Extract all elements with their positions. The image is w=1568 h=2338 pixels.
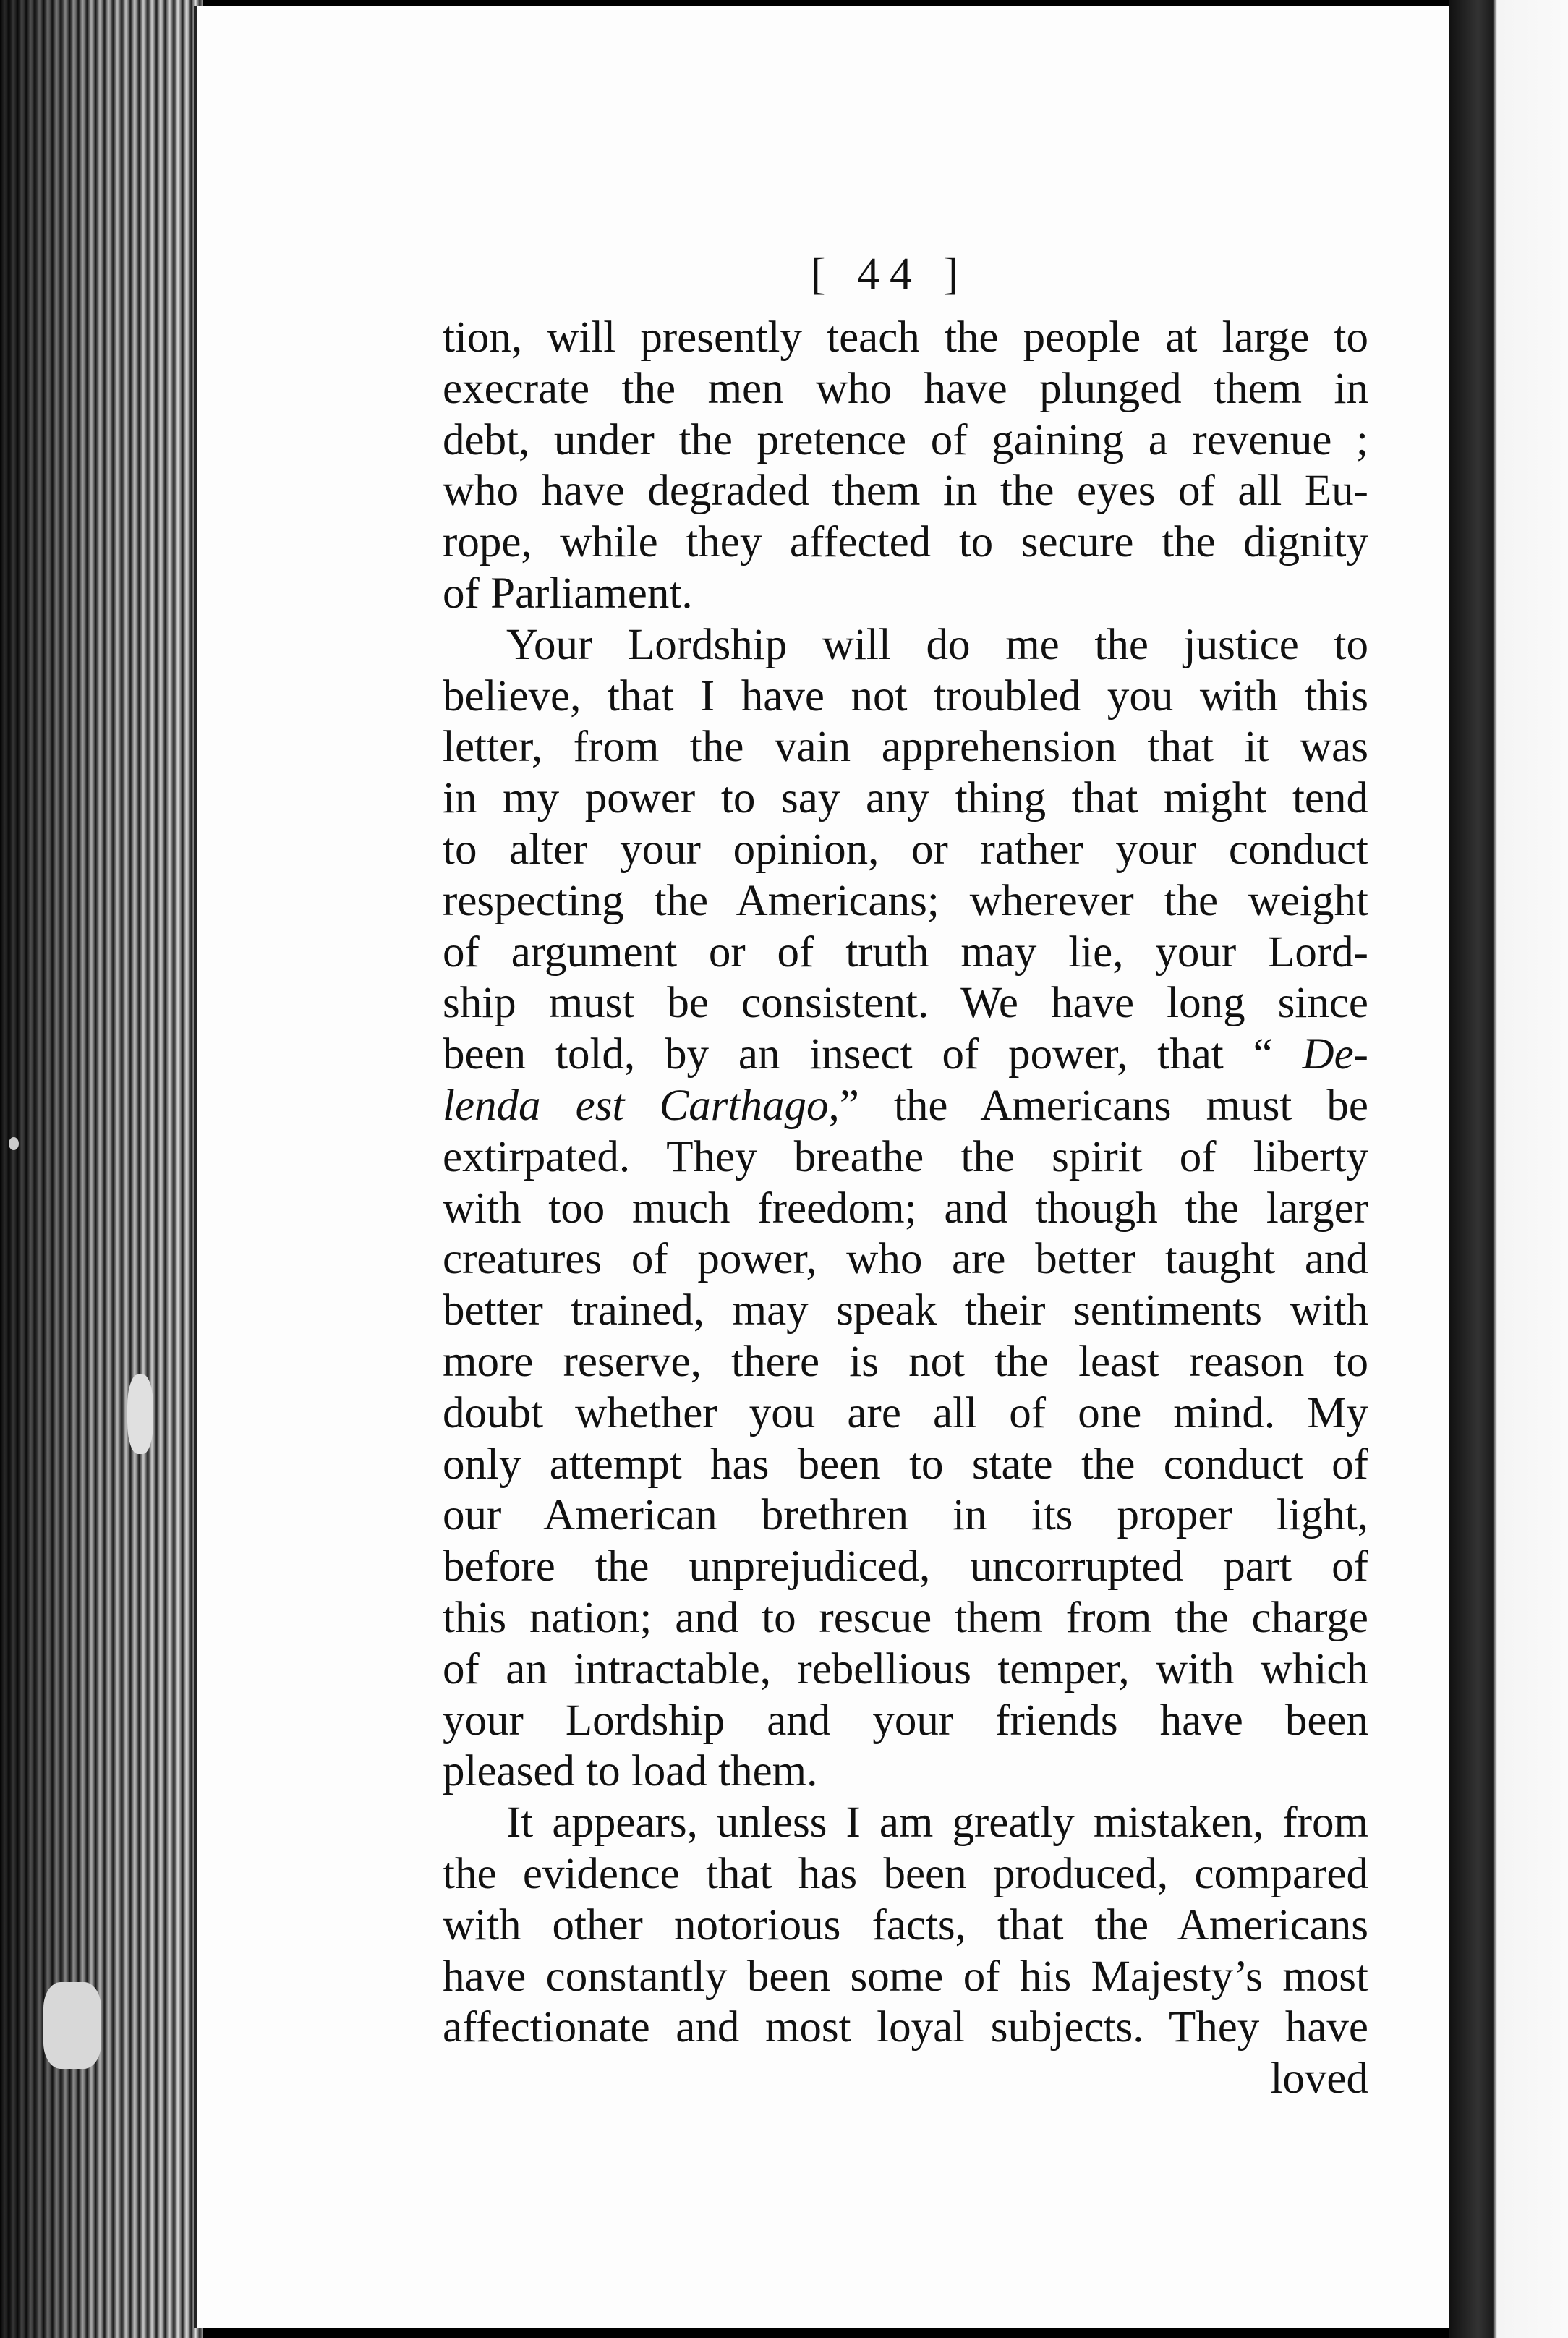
speck (43, 1982, 101, 2069)
text-line: more reserve, there is not the least reason to (443, 1337, 1368, 1386)
text-line: rope, while they affected to secure the dignity (443, 518, 1368, 567)
page-number: [ 44 ] (810, 250, 969, 299)
speck (9, 1137, 19, 1150)
text-line: the evidence that has been produced, compared (443, 1849, 1368, 1898)
text-line: better trained, may speak their sentiments with (443, 1286, 1368, 1335)
text-line: letter, from the vain apprehension that it was (443, 723, 1368, 772)
text-line: our American brethren in its proper light, (443, 1491, 1368, 1540)
catchword: loved (1270, 2054, 1368, 2104)
text-line: before the unprejudiced, uncorrupted part of (443, 1542, 1368, 1591)
text-line: debt, under the pretence of gaining a revenue ; (443, 415, 1368, 464)
text-line: in my power to say any thing that might tend (443, 774, 1368, 823)
page-edge-right (1449, 0, 1568, 2338)
text-line: your Lordship and your friends have been (443, 1696, 1368, 1745)
text-line: It appears, unless I am greatly mistaken, from (506, 1798, 1368, 1848)
text-line: who have degraded them in the eyes of all Eu- (443, 467, 1368, 516)
text-line: of argument or of truth may lie, your Lord- (443, 927, 1368, 977)
text-line: this nation; and to rescue them from the charge (443, 1593, 1368, 1642)
text-line: lenda est Carthago,” the Americans must be (443, 1081, 1368, 1130)
text-line: believe, that I have not troubled you with this (443, 671, 1368, 720)
body-text (443, 313, 1368, 2105)
text-line: doubt whether you are all of one mind. My (443, 1388, 1368, 1437)
text-line: tion, will presently teach the people at large to (443, 313, 1368, 362)
speck (127, 1374, 153, 1454)
text-line: with too much freedom; and though the larger (443, 1183, 1368, 1233)
text-line: Your Lordship will do me the justice to (506, 620, 1368, 669)
text-line: with other notorious facts, that the Americans (443, 1900, 1368, 1950)
text-line: extirpated. They breathe the spirit of liberty (443, 1132, 1368, 1181)
text-line: only attempt has been to state the conduct of (443, 1440, 1368, 1489)
text-line: of Parliament. (443, 569, 693, 618)
text-line: of an intractable, rebellious temper, with which (443, 1644, 1368, 1693)
text-line: to alter your opinion, or rather your conduct (443, 825, 1368, 874)
text-line: ship must be consistent. We have long since (443, 979, 1368, 1028)
text-line: respecting the Americans; wherever the weight (443, 876, 1368, 925)
text-line: pleased to load them. (443, 1747, 818, 1796)
text-line: execrate the men who have plunged them in (443, 364, 1368, 413)
text-line: affectionate and most loyal subjects. They have (443, 2003, 1368, 2052)
text-line: been told, by an insect of power, that “ De- (443, 1030, 1368, 1079)
text-line: have constantly been some of his Majesty’s most (443, 1952, 1368, 2001)
text-line: creatures of power, who are better taught and (443, 1235, 1368, 1284)
page-edges-left (0, 0, 203, 2338)
